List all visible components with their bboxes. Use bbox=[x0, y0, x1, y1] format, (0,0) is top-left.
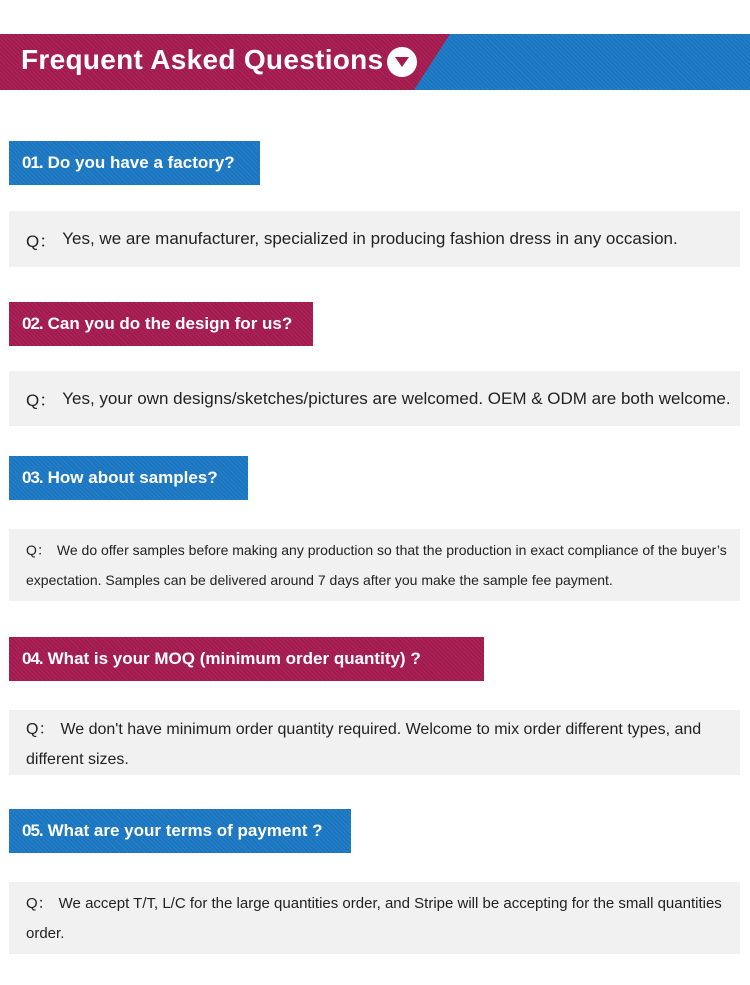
answer-text: We accept T/T, L/C for the large quantities order, and Stripe will be accepting for the small quantities order. bbox=[26, 895, 722, 942]
answer-prefix: Q： bbox=[26, 895, 53, 912]
answer-text: We do offer samples before making any production so that the production in exact compliance of the buyer’s expectation. Samples can be delivered around 7 days after you make the sample fee payment. bbox=[26, 542, 727, 588]
question-text: Do you have a factory? bbox=[47, 153, 235, 172]
answer-text: Yes, your own designs/sketches/pictures are welcomed. OEM & ODM are both welcome. bbox=[62, 388, 731, 408]
question-text: Can you do the design for us? bbox=[47, 314, 293, 333]
question-text: What are your terms of payment ? bbox=[47, 821, 323, 840]
faq-question-5[interactable] bbox=[9, 809, 351, 853]
question-number: 02. bbox=[22, 314, 43, 333]
question-text: What is your MOQ (minimum order quantity) ? bbox=[47, 649, 421, 668]
faq-answer-5 bbox=[9, 882, 740, 954]
chevron-down-icon[interactable] bbox=[387, 47, 417, 77]
answer-text: Yes, we are manufacturer, specialized in producing fashion dress in any occasion. bbox=[62, 229, 678, 248]
answer-prefix: Q： bbox=[26, 542, 51, 558]
faq-answer-2 bbox=[9, 371, 740, 426]
page-title: Frequent Asked Questions bbox=[21, 44, 384, 75]
question-number: 05. bbox=[22, 821, 43, 840]
answer-prefix: Q： bbox=[26, 721, 55, 738]
faq-question-1[interactable] bbox=[9, 141, 260, 185]
faq-question-2[interactable] bbox=[9, 302, 313, 346]
answer-prefix: Q： bbox=[26, 231, 57, 251]
faq-question-4[interactable] bbox=[9, 637, 484, 681]
question-number: 03. bbox=[22, 468, 43, 487]
faq-answer-1 bbox=[9, 211, 740, 267]
question-text: How about samples? bbox=[47, 468, 218, 487]
faq-header bbox=[0, 34, 750, 90]
faq-question-3[interactable] bbox=[9, 456, 248, 500]
answer-prefix: Q： bbox=[26, 391, 57, 410]
faq-answer-3 bbox=[9, 529, 740, 601]
question-number: 04. bbox=[22, 649, 43, 668]
answer-text: We don't have minimum order quantity required. Welcome to mix order different types, and different sizes. bbox=[26, 721, 702, 768]
question-number: 01. bbox=[22, 153, 43, 172]
faq-answer-4 bbox=[9, 710, 740, 775]
